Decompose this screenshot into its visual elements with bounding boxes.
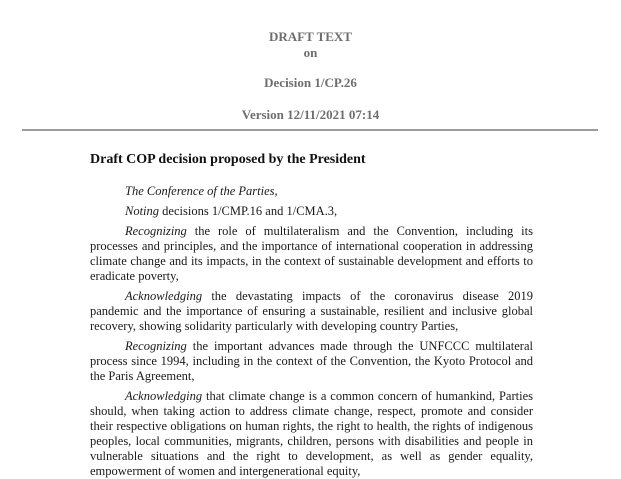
decision-number: Decision 1/CP.26 — [264, 75, 357, 90]
paragraph-lead: Recognizing — [125, 339, 187, 353]
paragraph-conference-of-parties — [90, 184, 533, 199]
paragraph-lead: Recognizing — [125, 224, 187, 238]
paragraph-acknowledging-pandemic — [90, 289, 533, 334]
header-on-line: on — [303, 45, 318, 60]
document-title: Draft COP decision proposed by the President — [90, 152, 366, 167]
paragraph-lead: The Conference of the Parties, — [125, 184, 278, 198]
paragraph-acknowledging-human-rights — [90, 389, 533, 479]
paragraph-text: the devastating impacts of the coronavirus disease 2019 pandemic and the importance of ensuring a sustainable, resilient and inclusive global recovery, showing solidarity particularly with developing country Parties, — [90, 289, 533, 333]
paragraph-recognizing-multilateralism — [90, 224, 533, 284]
paragraph-lead: Noting — [125, 204, 160, 218]
paragraph-recognizing-advances — [90, 339, 533, 384]
document-body — [90, 151, 533, 479]
paragraph-text: decisions 1/CMP.16 and 1/CMA.3, — [159, 204, 338, 218]
paragraph-text: the role of multilateralism and the Convention, including its processes and principles, and the importance of international cooperation in addressing climate change and its impacts, in the context of sustainable development and efforts to eradicate poverty, — [90, 224, 533, 283]
version-timestamp: Version 12/11/2021 07:14 — [241, 107, 380, 122]
paragraph-text: the important advances made through the UNFCCC multilateral process since 1994, including in the context of the Convention, the Kyoto Protocol and the Paris Agreement, — [90, 339, 533, 383]
draft-text-heading: DRAFT TEXT — [269, 29, 352, 44]
paragraph-text: that climate change is a common concern of humankind, Parties should, when taking action to address climate change, respect, promote and consider their respective obligations on human rights, the right to health, the rights of indigenous peoples, local communities, migrants, children, persons with disabilities and people in vulnerable situations and the right to development, as well as gender equality, empowerment of women and intergenerational equity, — [90, 389, 533, 478]
document-header — [0, 0, 621, 123]
paragraph-noting — [90, 204, 533, 219]
paragraph-lead: Acknowledging — [125, 389, 203, 403]
paragraph-lead: Acknowledging — [125, 289, 203, 303]
header-divider — [22, 129, 598, 131]
